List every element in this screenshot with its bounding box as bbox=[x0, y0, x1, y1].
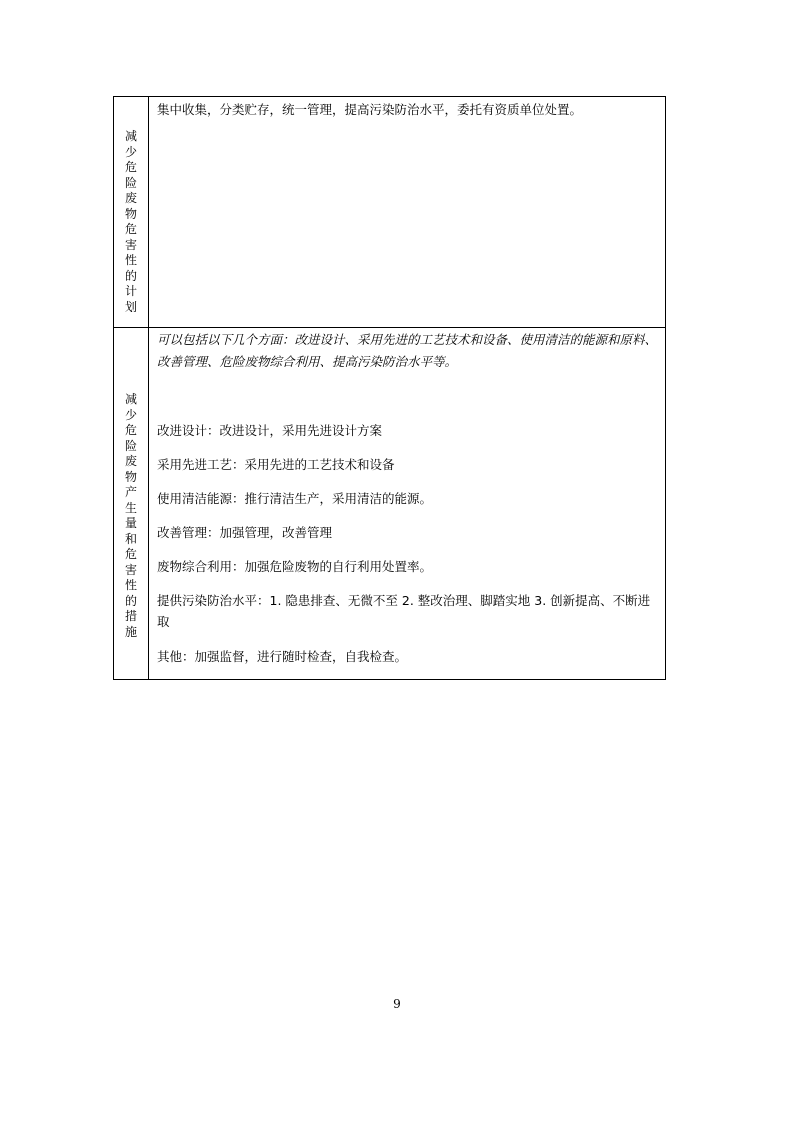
row-label-cell bbox=[114, 97, 149, 328]
row-content-cell bbox=[149, 97, 666, 328]
measure-item-other: 其他：加强监督，进行随时检查，自我检查。 bbox=[157, 649, 408, 665]
plan-content-text: 集中收集，分类贮存，统一管理，提高污染防治水平，委托有资质单位处置。 bbox=[157, 102, 583, 117]
measure-item-pollution-control: 提供污染防治水平：1. 隐患排查、无微不至 2. 整改治理、脚踏实地 3. 创新提高、不断进取 bbox=[157, 593, 651, 630]
measures-intro-text: 可以包括以下几个方面：改进设计、采用先进的工艺技术和设备、使用清洁的能源和原料、改善管理、危险废物综合利用、提高污染防治水平等。 bbox=[157, 332, 658, 370]
row-label-measures: 减少危险废物产生量和危害性的措施 bbox=[124, 392, 137, 639]
plan-table bbox=[113, 96, 666, 680]
table-row-measures bbox=[114, 328, 666, 680]
page-number: 9 bbox=[393, 997, 401, 1011]
measure-item-process: 采用先进工艺：采用先进的工艺技术和设备 bbox=[157, 457, 395, 473]
row-label-plan: 减少危险废物危害性的计划 bbox=[124, 129, 137, 314]
measure-item-design: 改进设计：改进设计，采用先进设计方案 bbox=[157, 423, 383, 439]
row-content-cell bbox=[149, 328, 666, 680]
measure-item-management: 改善管理：加强管理，改善管理 bbox=[157, 525, 333, 541]
measure-item-utilization: 废物综合利用：加强危险废物的自行利用处置率。 bbox=[157, 559, 433, 575]
table-row-plan bbox=[114, 97, 666, 328]
row-label-cell bbox=[114, 328, 149, 680]
measure-item-energy: 使用清洁能源：推行清洁生产，采用清洁的能源。 bbox=[157, 491, 433, 507]
